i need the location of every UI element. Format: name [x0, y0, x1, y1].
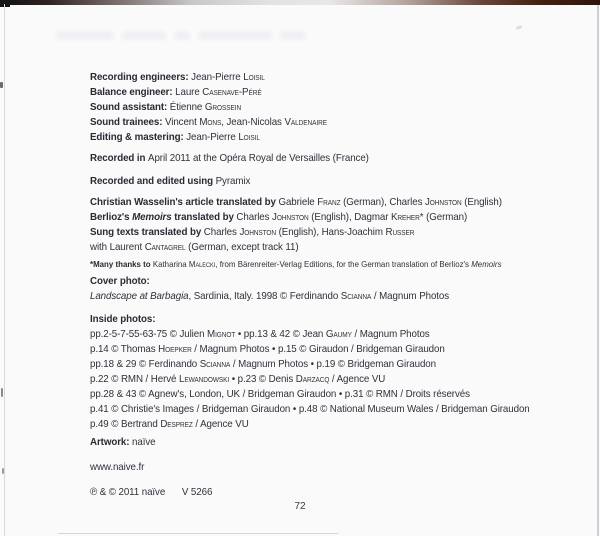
text-segment: Loisil: [238, 131, 260, 143]
text-segment: Valdenaire: [284, 116, 327, 128]
translations: [90, 195, 574, 255]
text-segment: Editing & mastering:: [90, 131, 187, 143]
text-segment: Mignot: [207, 328, 236, 340]
recording-team: [90, 70, 574, 145]
text-segment: Loisil: [243, 71, 265, 83]
text-segment: * (German): [419, 211, 468, 223]
credit-line: [90, 327, 574, 342]
credit-line: [90, 258, 574, 270]
text-segment: Darzacq: [295, 373, 330, 385]
credit-line: [90, 240, 574, 255]
text-segment: / Magnum Photos: [351, 328, 430, 340]
text-segment: (English): [461, 196, 502, 208]
text-segment: Memoirs: [132, 211, 172, 223]
credit-line: [90, 225, 574, 240]
text-segment: Étienne: [169, 101, 205, 113]
text-segment: Balance engineer:: [90, 86, 176, 98]
text-segment: Sound trainees:: [90, 116, 166, 128]
text-segment: Recorded and edited using: [90, 175, 216, 187]
text-segment: Sound assistant:: [90, 101, 170, 113]
credit-line: [90, 174, 574, 189]
text-segment: Sung texts translated by: [90, 226, 204, 238]
text-segment: Scianna: [340, 290, 372, 302]
credit-line: [90, 115, 574, 130]
text-segment: / Magnum Photos: [371, 290, 450, 302]
text-segment: (German, except track 11): [185, 241, 299, 253]
credit-line: [90, 70, 574, 85]
text-segment: Johnston: [239, 226, 277, 238]
text-segment: naïve: [132, 436, 156, 448]
text-segment: Johnston: [272, 211, 309, 223]
text-segment: / Magnum Photos • p.19 © Bridgeman Giraudon: [230, 358, 436, 370]
text-segment: pp.28 & 43 © Agnew's, London, UK / Bridgeman Giraudon • p.31 © RMN / Droits réservés: [90, 388, 470, 400]
credit-line: [90, 312, 574, 327]
text-segment: pp.2-5-7-55-63-75 © Julien: [90, 328, 208, 340]
text-segment: (English), Dagmar: [308, 211, 391, 223]
text-segment: , Sardinia, Italy. 1998 © Ferdinando: [188, 290, 341, 302]
text-segment: (German), Charles: [340, 196, 426, 208]
text-segment: V 5266: [181, 486, 213, 498]
recording-location: [90, 151, 574, 166]
credit-line: [90, 210, 574, 225]
text-segment: Inside photos:: [90, 313, 156, 325]
scan-speck: [516, 25, 523, 30]
artwork: [90, 435, 574, 450]
cover-photo: [90, 274, 574, 304]
copyright: [90, 485, 574, 500]
text-segment: Jean-Pierre: [186, 131, 239, 143]
text-segment: Berlioz's: [90, 211, 133, 223]
text-segment: Mons: [199, 116, 222, 128]
credit-line: [90, 372, 574, 387]
text-segment: Cover photo:: [90, 275, 150, 287]
text-segment: Lewandowski: [179, 373, 230, 385]
credit-line: [90, 387, 574, 402]
text-segment: (English), Hans-Joachim: [276, 226, 386, 238]
scan-speck: [0, 82, 3, 88]
text-segment: Recording engineers:: [90, 71, 192, 83]
credit-line: [90, 130, 574, 145]
inside-photos: [90, 312, 574, 432]
text-segment: , Jean-Nicolas: [221, 116, 285, 128]
page-number: 72: [294, 501, 306, 512]
text-segment: Landscape at Barbagia: [90, 290, 189, 302]
credit-line: [90, 435, 574, 450]
text-segment: p.14 © Thomas: [90, 343, 159, 355]
text-segment: Charles: [236, 211, 273, 223]
text-segment: Casenave-Péré: [202, 86, 262, 98]
credits: [90, 70, 574, 500]
credit-line: [90, 402, 574, 417]
credit-line: [90, 195, 574, 210]
credit-line: [90, 289, 574, 304]
text-segment: www.naive.fr: [90, 461, 145, 473]
scan-edge-top: [0, 0, 600, 5]
text-segment: Christian Wasselin's article translated by: [90, 196, 279, 208]
credit-line: [90, 151, 574, 166]
text-segment: Vincent: [165, 116, 200, 128]
page-showthrough-text: [56, 31, 306, 43]
text-segment: with Laurent: [90, 241, 145, 253]
text-segment: Desprez: [160, 418, 193, 430]
text-segment: p.22 © RMN / Hervé: [90, 373, 180, 385]
text-segment: • p.23 © Denis: [229, 373, 296, 385]
scan-edge-bottom: [58, 533, 338, 534]
text-segment: Cantagrel: [144, 241, 186, 253]
text-segment: / Agence VU: [192, 418, 249, 430]
text-segment: , from Bärenreiter-Verlag Editions, for the German translation of Berlioz's: [215, 259, 472, 269]
text-segment: Laure: [175, 86, 203, 98]
credit-line: [90, 274, 574, 289]
text-segment: Recorded in: [90, 152, 149, 164]
credit-line: [90, 100, 574, 115]
text-segment: Charles: [203, 226, 240, 238]
text-segment: Russer: [385, 226, 415, 238]
text-segment: April 2011 at the Opéra Royal de Versailles (France): [148, 152, 369, 164]
scan-speck: [2, 468, 4, 474]
text-segment: Pyramix: [215, 175, 251, 187]
text-segment: Franz: [317, 196, 341, 208]
text-segment: Artwork:: [90, 436, 133, 448]
text-segment: Malecki: [188, 259, 216, 269]
credit-line: [90, 357, 574, 372]
scan-corner-top-left: [0, 0, 10, 7]
text-segment: • pp.13 & 42 © Jean: [235, 328, 326, 340]
credit-line: [90, 460, 574, 475]
text-segment: Hoepker: [158, 343, 192, 355]
scan-edge-left: [4, 4, 5, 536]
credit-line: [90, 417, 574, 432]
text-segment: Grossein: [204, 101, 242, 113]
footnote: [90, 258, 574, 270]
text-segment: Jean-Pierre: [191, 71, 244, 83]
website: [90, 460, 574, 475]
text-segment: Gaumy: [325, 328, 352, 340]
text-segment: *Many thanks to: [90, 259, 153, 269]
text-segment: Kreher: [390, 211, 420, 223]
recording-software: [90, 174, 574, 189]
scan-speck: [1, 388, 3, 397]
credit-line: [90, 485, 574, 500]
text-segment: ℗ & © 2011 naïve: [90, 486, 166, 498]
text-segment: translated by: [171, 211, 237, 223]
text-segment: Scianna: [199, 358, 231, 370]
scan-edge-right: [597, 5, 599, 536]
text-segment: Johnston: [425, 196, 462, 208]
text-segment: Memoirs: [471, 259, 502, 269]
credit-line: [90, 342, 574, 357]
text-segment: p.49 © Bertrand: [90, 418, 161, 430]
text-segment: pp.18 & 29 © Ferdinando: [90, 358, 200, 370]
text-segment: p.41 © Christie's Images / Bridgeman Giraudon • p.48 © National Museum Wales / Bridgeman Giraudon: [90, 403, 530, 415]
text-segment: / Agence VU: [329, 373, 386, 385]
text-segment: / Magnum Photos • p.15 © Giraudon / Bridgeman Giraudon: [191, 343, 445, 355]
text-segment: Gabriele: [278, 196, 318, 208]
text-segment: Katharina: [152, 259, 189, 269]
credit-line: [90, 85, 574, 100]
